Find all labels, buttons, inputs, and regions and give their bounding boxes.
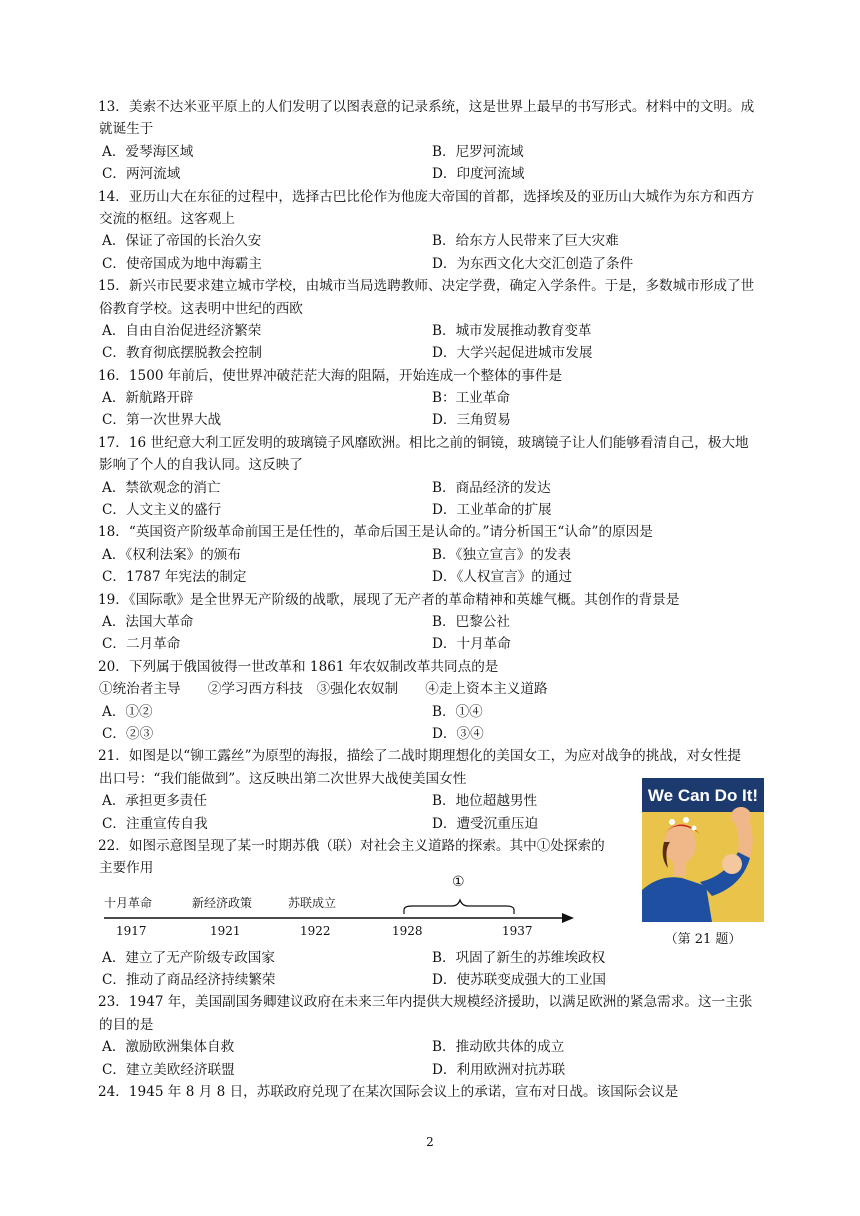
question-stem: 交流的枢纽。这客观上 xyxy=(99,210,235,227)
question-16 xyxy=(98,365,798,432)
timeline-marker: ① xyxy=(452,874,465,890)
question-stem: 主要作用 xyxy=(99,860,154,877)
answer-option[interactable]: D．印度河流域 xyxy=(432,166,525,183)
question-stem: 20．下列属于俄国彼得一世改革和 1861 年农奴制改革共同点的是 xyxy=(98,658,499,675)
answer-option[interactable]: C．注重宣传自我 xyxy=(102,815,208,832)
question-stem: 23．1947 年，美国副国务卿建议政府在未来三年内提供大规模经济援助，以满足欧洲的紧急需求。这一主张 xyxy=(98,994,753,1011)
question-stem: 15．新兴市民要求建立城市学校，由城市当局选聘教师、决定学费，确定入学条件。于是，多数城市形成了世 xyxy=(98,278,755,295)
question-stem: 18．“英国资产阶级革命前国王是任性的，革命后国王是认命的。”请分析国王“认命”的原因是 xyxy=(98,524,653,541)
question-stem: 14．亚历山大在东征的过程中，选择古巴比伦作为他庞大帝国的首都，选择埃及的亚历山大城作为东方和西方 xyxy=(98,188,755,205)
answer-option[interactable]: D．十月革命 xyxy=(432,636,511,653)
answer-option[interactable]: B：工业革命 xyxy=(432,390,510,407)
answer-option[interactable]: B．巴黎公社 xyxy=(432,613,510,630)
answer-option[interactable]: C．两河流域 xyxy=(102,166,181,183)
question-stem: 22．如图示意图呈现了某一时期苏俄（联）对社会主义道路的探索。其中①处探索的 xyxy=(98,837,605,854)
answer-option[interactable]: C．二月革命 xyxy=(102,636,181,653)
answer-option[interactable]: D．大学兴起促进城市发展 xyxy=(432,345,593,362)
timeline-year: 1937 xyxy=(502,924,533,938)
question-stem: 俗教育学校。这表明中世纪的西欧 xyxy=(99,300,303,317)
answer-option[interactable]: A．法国大革命 xyxy=(102,613,194,630)
question-24 xyxy=(98,1081,798,1103)
question-stem: 17．16 世纪意大利工匠发明的玻璃镜子风靡欧洲。相比之前的铜镜，玻璃镜子让人们能够看清自己，极大地 xyxy=(98,434,749,451)
timeline-event-label: 新经济政策 xyxy=(192,896,253,910)
question-stem: 出口号：“我们能做到”。这反映出第二次世界大战使美国女性 xyxy=(99,770,467,787)
timeline-event-label: 苏联成立 xyxy=(288,896,337,910)
answer-option[interactable]: B．商品经济的发达 xyxy=(432,479,551,496)
answer-option[interactable]: A．禁欲观念的消亡 xyxy=(102,479,221,496)
answer-option[interactable]: B．巩固了新生的苏维埃政权 xyxy=(432,949,606,966)
question-stem: 影响了个人的自我认同。这反映了 xyxy=(99,457,303,474)
question-13 xyxy=(98,96,798,186)
answer-option[interactable]: A．①② xyxy=(102,703,153,720)
answer-option[interactable]: C．建立美欧经济联盟 xyxy=(102,1061,235,1078)
question-23 xyxy=(98,991,798,1081)
question-stem: 21．如图是以“铆工露丝”为原型的海报，描绘了二战时期理想化的美国女工，为应对战争的挑战，对女性提 xyxy=(98,748,741,765)
answer-option[interactable]: D．工业革命的扩展 xyxy=(432,502,552,519)
question-14 xyxy=(98,186,798,276)
question-20 xyxy=(98,656,798,746)
answer-option[interactable]: C．教育彻底摆脱教会控制 xyxy=(102,345,262,362)
question-stem: ①统治者主导 ②学习西方科技 ③强化农奴制 ④走上资本主义道路 xyxy=(99,681,548,698)
answer-option[interactable]: C．推动了商品经济持续繁荣 xyxy=(102,972,276,989)
page-number: 2 xyxy=(426,1135,434,1149)
poster-caption: （第 21 题） xyxy=(664,932,742,947)
answer-option[interactable]: A．保证了帝国的长治久安 xyxy=(102,233,262,250)
answer-option[interactable]: D．为东西文化大交汇创造了条件 xyxy=(432,255,634,272)
question-17 xyxy=(98,432,798,522)
timeline-year: 1917 xyxy=(116,924,147,938)
answer-option[interactable]: C．②③ xyxy=(102,725,154,742)
answer-option[interactable]: D．遭受沉重压迫 xyxy=(432,815,539,832)
poster-figure xyxy=(642,778,764,947)
answer-option[interactable]: B．①④ xyxy=(432,703,483,720)
question-stem: 16．1500 年前后，使世界冲破茫茫大海的阻隔，开始连成一个整体的事件是 xyxy=(98,367,563,384)
answer-option[interactable]: B．给东方人民带来了巨大灾难 xyxy=(432,233,619,250)
answer-option[interactable]: A．激励欧洲集体自救 xyxy=(102,1039,235,1056)
answer-option[interactable]: B．地位超越男性 xyxy=(432,793,538,810)
answer-option[interactable]: A．承担更多责任 xyxy=(102,793,207,810)
answer-option[interactable]: C．第一次世界大战 xyxy=(102,412,222,429)
timeline-year: 1922 xyxy=(300,924,331,938)
answer-option[interactable]: B．《独立宣言》的发表 xyxy=(432,546,572,563)
question-18 xyxy=(98,521,798,588)
answer-option[interactable]: C．1787 年宪法的制定 xyxy=(102,569,247,586)
question-stem: 的目的是 xyxy=(99,1016,154,1033)
question-stem: 19．《国际歌》是全世界无产阶级的战歌，展现了无产者的革命精神和英雄气概。其创作的背景是 xyxy=(98,591,680,608)
answer-option[interactable]: A．建立了无产阶级专政国家 xyxy=(102,949,275,966)
answer-option[interactable]: B．城市发展推动教育变革 xyxy=(432,322,592,339)
timeline-year: 1921 xyxy=(210,924,241,938)
question-stem: 13．美索不达米亚平原上的人们发明了以图表意的记录系统，这是世界上最早的书写形式。材料中的文明。成 xyxy=(98,99,755,115)
we-can-do-it-poster xyxy=(642,778,764,922)
question-15 xyxy=(98,275,798,365)
question-19 xyxy=(98,589,798,656)
answer-option[interactable]: C．使帝国成为地中海霸主 xyxy=(102,255,262,272)
answer-option[interactable]: C．人文主义的盛行 xyxy=(102,502,222,519)
answer-option[interactable]: D．③④ xyxy=(432,725,484,742)
question-stem: 24．1945 年 8 月 8 日，苏联政府兑现了在某次国际会议上的承诺，宣布对日战。该国际会议是 xyxy=(98,1084,679,1101)
timeline-year: 1928 xyxy=(392,924,423,938)
answer-option[interactable]: B．推动欧共体的成立 xyxy=(432,1039,565,1056)
answer-option[interactable]: A．自由自治促进经济繁荣 xyxy=(102,322,262,339)
answer-option[interactable]: D．使苏联变成强大的工业国 xyxy=(432,972,607,989)
answer-option[interactable]: A．新航路开辟 xyxy=(102,390,194,407)
question-page xyxy=(98,96,798,1103)
answer-option[interactable]: D．三角贸易 xyxy=(432,412,511,429)
answer-option[interactable]: D．利用欧洲对抗苏联 xyxy=(432,1061,566,1078)
timeline-arrowhead xyxy=(562,913,574,923)
question-stem: 就诞生于 xyxy=(99,121,154,138)
timeline-diagram xyxy=(100,874,580,940)
answer-option[interactable]: D．《人权宣言》的通过 xyxy=(432,569,573,586)
timeline-brace xyxy=(404,900,514,914)
poster-slogan: We Can Do It! xyxy=(647,786,759,805)
answer-option[interactable]: A．爱琴海区域 xyxy=(102,143,194,160)
answer-option[interactable]: A．《权利法案》的颁布 xyxy=(102,546,241,563)
answer-option[interactable]: B．尼罗河流域 xyxy=(432,143,524,160)
timeline-event-label: 十月革命 xyxy=(104,896,153,910)
